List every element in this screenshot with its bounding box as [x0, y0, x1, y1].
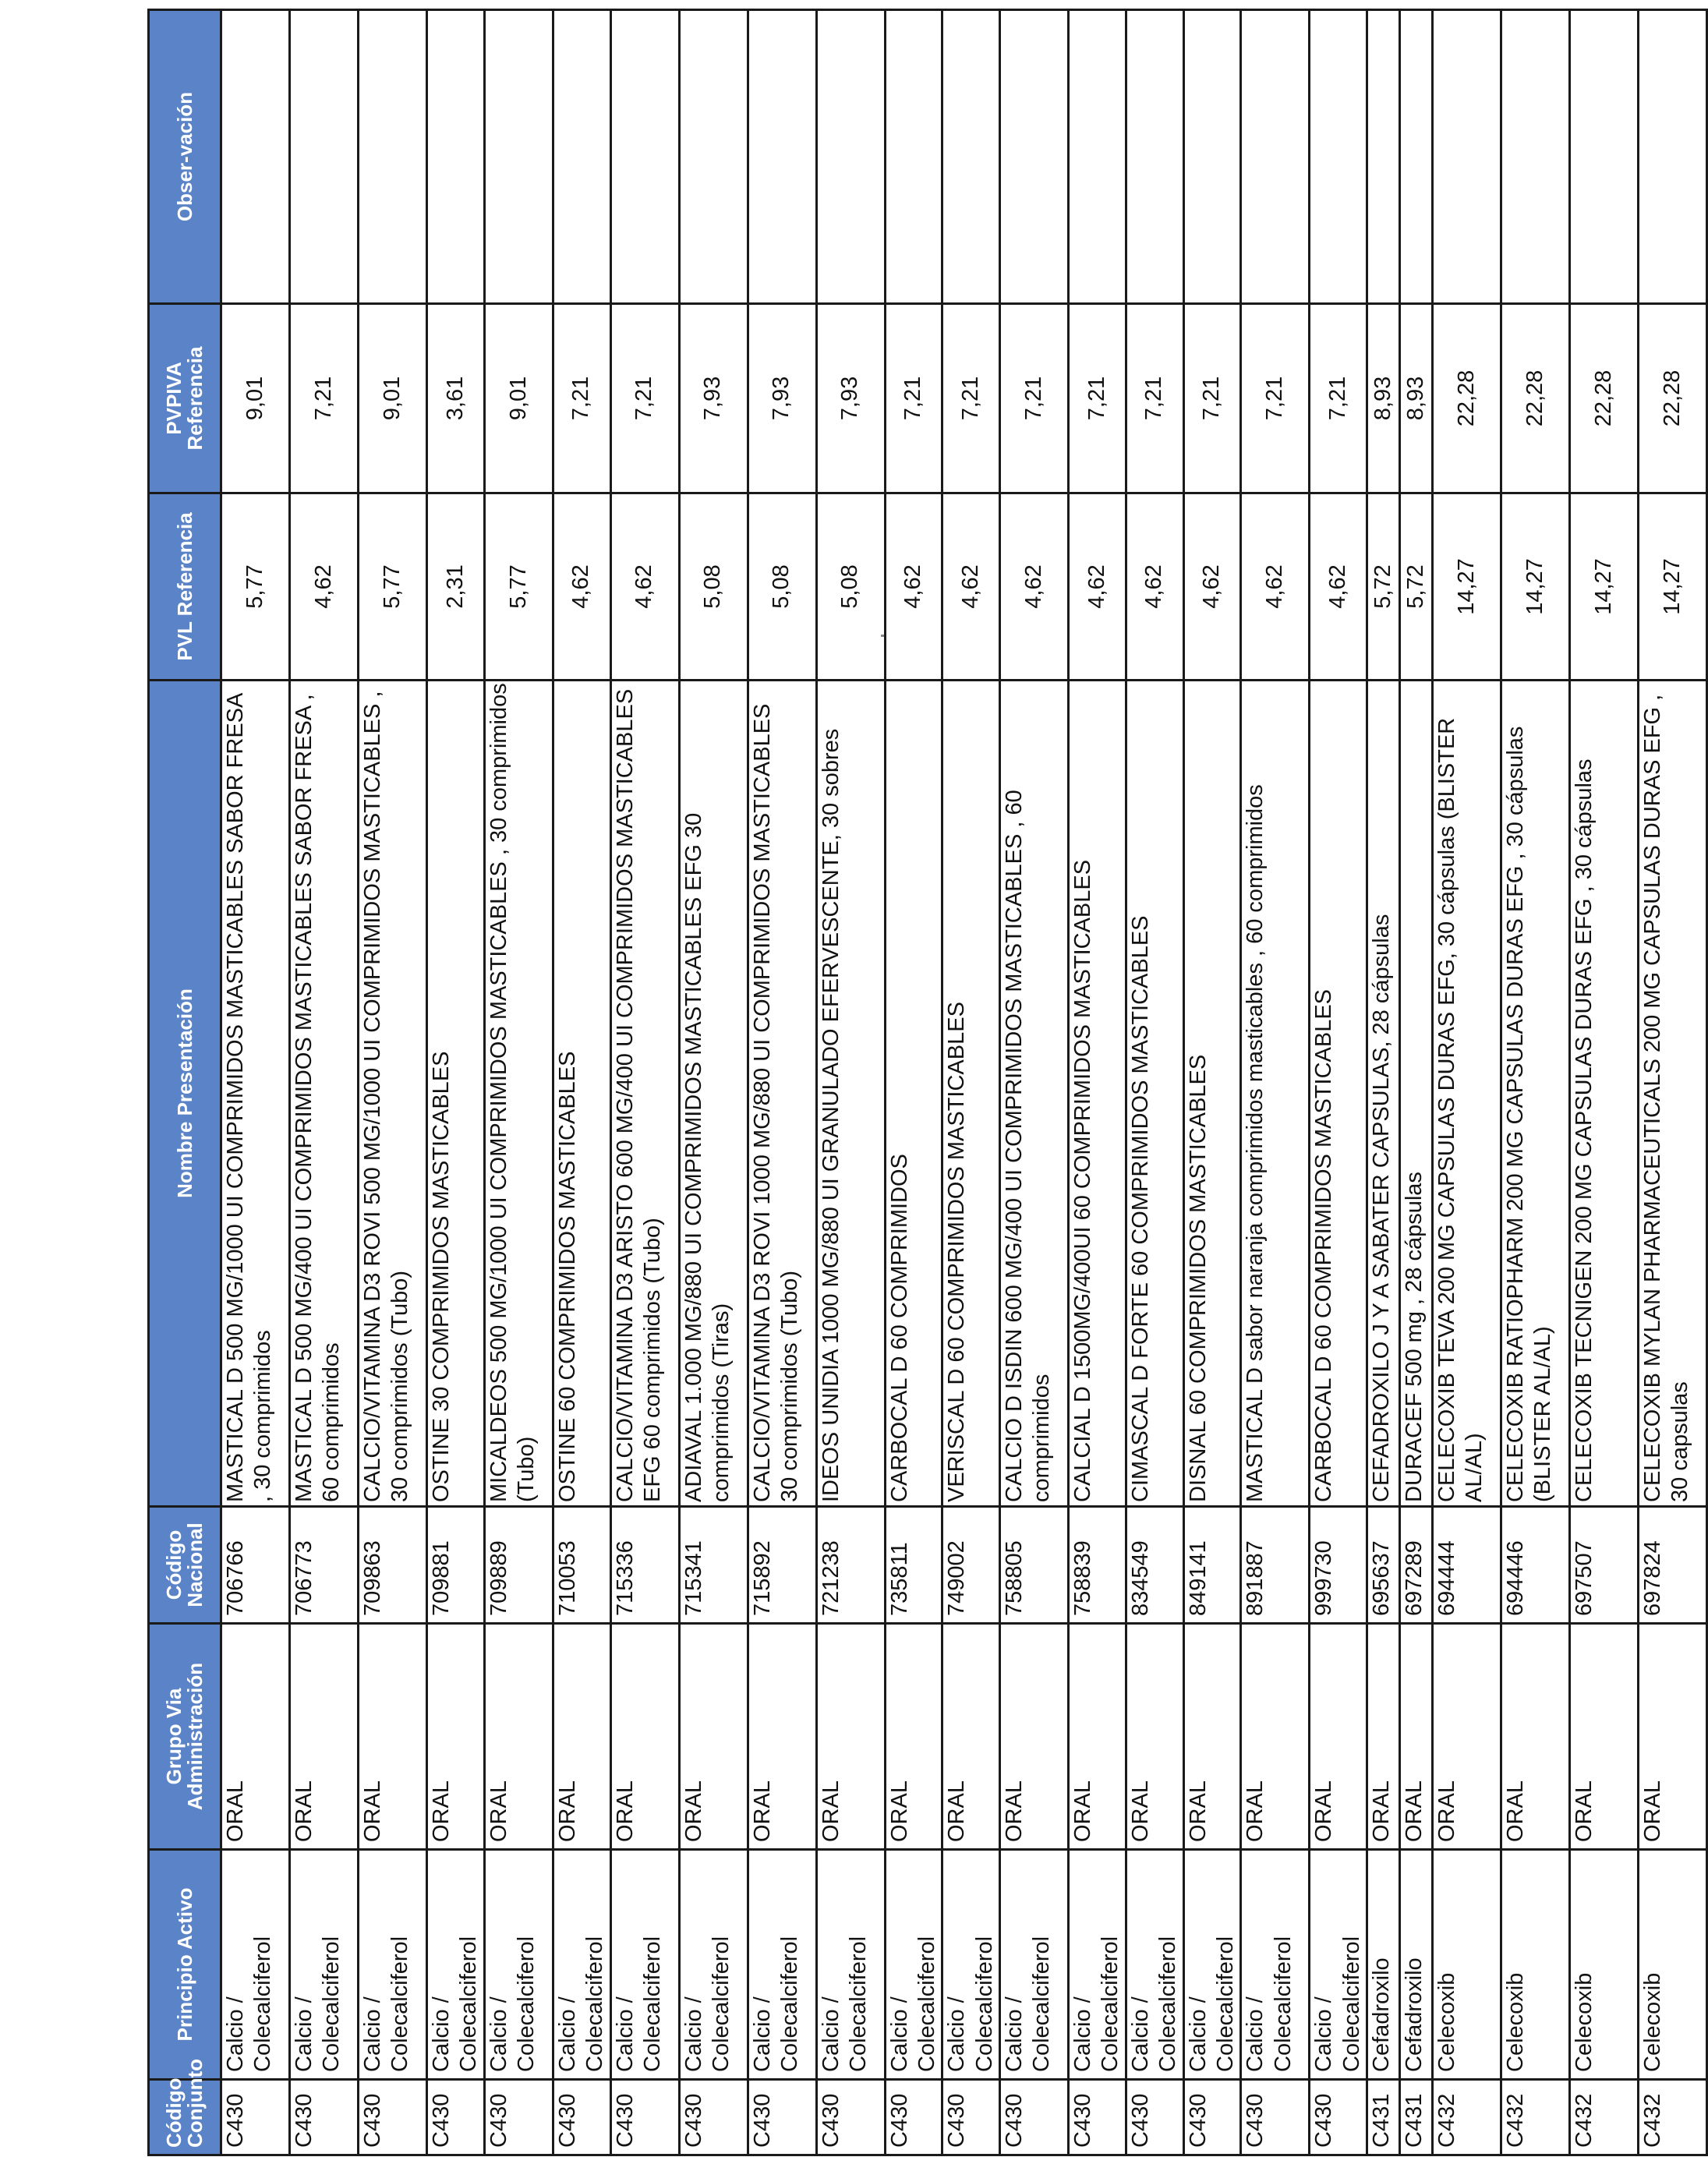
cell-nombre-presentacion: MASTICAL D 500 MG/1000 UI COMPRIMIDOS MASTICABLES SABOR FRESA , 30 comprimidos: [221, 681, 290, 1507]
header-grupo-via: Grupo Via Administración: [149, 1624, 221, 1850]
cell-codigo-conjunto: C432: [1570, 2080, 1639, 2155]
cell-pvpiva: 9,01: [221, 304, 290, 493]
header-codigo-conjunto: Código Conjunto: [149, 2080, 221, 2155]
cell-nombre-presentacion: OSTINE 30 COMPRIMIDOS MASTICABLES: [427, 681, 485, 1507]
table-body: [221, 10, 1707, 2155]
cell-observacion: [484, 10, 553, 304]
cell-observacion: [816, 10, 885, 304]
header-observacion: Obser-vación: [149, 10, 221, 304]
cell-pvpiva: 22,28: [1639, 304, 1707, 493]
cell-nombre-presentacion: CEFADROXILO J Y A SABATER CAPSULAS, 28 cápsulas: [1367, 681, 1400, 1507]
cell-nombre-presentacion: CIMASCAL D FORTE 60 COMPRIMIDOS MASTICABLES: [1126, 681, 1183, 1507]
cell-codigo-nacional: 709863: [359, 1507, 427, 1624]
cell-grupo-via: ORAL: [1433, 1624, 1501, 1850]
cell-nombre-presentacion: IDEOS UNIDIA 1000 MG/880 UI GRANULADO EFERVESCENTE, 30 sobres: [816, 681, 885, 1507]
cell-grupo-via: ORAL: [1183, 1624, 1241, 1850]
cell-pvpiva: 7,21: [290, 304, 359, 493]
cell-pvl: 4,62: [1183, 493, 1241, 681]
cell-pvl: 14,27: [1639, 493, 1707, 681]
cell-codigo-nacional: 735811: [885, 1507, 942, 1624]
cell-pvl: 5,08: [816, 493, 885, 681]
cell-codigo-nacional: 694446: [1501, 1507, 1570, 1624]
cell-principio-activo: Calcio / Colecalciferol: [748, 1850, 816, 2080]
cell-nombre-presentacion: CELECOXIB RATIOPHARM 200 MG CAPSULAS DURAS EFG , 30 cápsulas (BLISTER AL/AL): [1501, 681, 1570, 1507]
price-table: [147, 9, 1708, 2156]
cell-pvpiva: 7,21: [1000, 304, 1069, 493]
cell-observacion: [427, 10, 485, 304]
cell-pvl: 14,27: [1501, 493, 1570, 681]
cell-observacion: [1639, 10, 1707, 304]
cell-pvl: 4,62: [885, 493, 942, 681]
cell-grupo-via: ORAL: [1367, 1624, 1400, 1850]
table-row: [553, 10, 610, 2155]
table-row: [885, 10, 942, 2155]
cell-nombre-presentacion: CARBOCAL D 60 COMPRIMIDOS MASTICABLES: [1310, 681, 1367, 1507]
cell-principio-activo: Celecoxib: [1639, 1850, 1707, 2080]
cell-pvpiva: 7,93: [679, 304, 748, 493]
cell-codigo-nacional: 721238: [816, 1507, 885, 1624]
cell-pvpiva: 9,01: [359, 304, 427, 493]
cell-nombre-presentacion: CELECOXIB TEVA 200 MG CAPSULAS DURAS EFG, 30 cápsulas (BLISTER AL/AL): [1433, 681, 1501, 1507]
cell-observacion: [885, 10, 942, 304]
cell-codigo-nacional: 849141: [1183, 1507, 1241, 1624]
cell-codigo-nacional: 749002: [942, 1507, 1000, 1624]
cell-observacion: [610, 10, 679, 304]
table-row: [290, 10, 359, 2155]
cell-codigo-nacional: 709889: [484, 1507, 553, 1624]
cell-codigo-nacional: 697824: [1639, 1507, 1707, 1624]
cell-pvl: 5,08: [679, 493, 748, 681]
cell-pvpiva: 22,28: [1501, 304, 1570, 493]
cell-observacion: [553, 10, 610, 304]
cell-grupo-via: ORAL: [1126, 1624, 1183, 1850]
cell-principio-activo: Cefadroxilo: [1367, 1850, 1400, 2080]
cell-pvl: 5,72: [1400, 493, 1433, 681]
cell-principio-activo: Calcio / Colecalciferol: [1310, 1850, 1367, 2080]
cell-pvl: 4,62: [290, 493, 359, 681]
table-row: [1501, 10, 1570, 2155]
table-row: [1000, 10, 1069, 2155]
cell-codigo-conjunto: C430: [679, 2080, 748, 2155]
cell-observacion: [942, 10, 1000, 304]
cell-codigo-conjunto: C430: [553, 2080, 610, 2155]
cell-nombre-presentacion: CALCIO/VITAMINA D3 ARISTO 600 MG/400 UI COMPRIMIDOS MASTICABLES EFG 60 comprimidos (Tubo): [610, 681, 679, 1507]
cell-nombre-presentacion: CALCIAL D 1500MG/400UI 60 COMPRIMIDOS MASTICABLES: [1069, 681, 1126, 1507]
cell-pvl: 5,77: [359, 493, 427, 681]
table-row: [1367, 10, 1400, 2155]
cell-pvl: 4,62: [1069, 493, 1126, 681]
cell-pvl: 4,62: [942, 493, 1000, 681]
table-row: [1126, 10, 1183, 2155]
cell-nombre-presentacion: CARBOCAL D 60 COMPRIMIDOS: [885, 681, 942, 1507]
cell-codigo-conjunto: C431: [1400, 2080, 1433, 2155]
cell-principio-activo: Calcio / Colecalciferol: [1183, 1850, 1241, 2080]
cell-observacion: [290, 10, 359, 304]
cell-pvpiva: 7,21: [942, 304, 1000, 493]
cell-codigo-conjunto: C430: [1126, 2080, 1183, 2155]
cell-nombre-presentacion: OSTINE 60 COMPRIMIDOS MASTICABLES: [553, 681, 610, 1507]
cell-grupo-via: ORAL: [1241, 1624, 1310, 1850]
cell-principio-activo: Calcio / Colecalciferol: [1241, 1850, 1310, 2080]
cell-codigo-nacional: 706773: [290, 1507, 359, 1624]
cell-pvl: 2,31: [427, 493, 485, 681]
cell-codigo-conjunto: C432: [1501, 2080, 1570, 2155]
cell-codigo-conjunto: C430: [610, 2080, 679, 2155]
cell-codigo-conjunto: C431: [1367, 2080, 1400, 2155]
table-row: [748, 10, 816, 2155]
cell-principio-activo: Calcio / Colecalciferol: [816, 1850, 885, 2080]
cell-codigo-conjunto: C432: [1639, 2080, 1707, 2155]
cell-observacion: [679, 10, 748, 304]
cell-codigo-conjunto: C430: [942, 2080, 1000, 2155]
cell-observacion: [1126, 10, 1183, 304]
cell-codigo-conjunto: C430: [1241, 2080, 1310, 2155]
cell-codigo-conjunto: C430: [885, 2080, 942, 2155]
cell-nombre-presentacion: DISNAL 60 COMPRIMIDOS MASTICABLES: [1183, 681, 1241, 1507]
header-principio-activo: Principio Activo: [149, 1850, 221, 2080]
cell-grupo-via: ORAL: [1310, 1624, 1367, 1850]
cell-principio-activo: Calcio / Colecalciferol: [359, 1850, 427, 2080]
cell-pvpiva: 7,93: [816, 304, 885, 493]
cell-pvpiva: 7,21: [553, 304, 610, 493]
table-row: [1241, 10, 1310, 2155]
cell-principio-activo: Calcio / Colecalciferol: [427, 1850, 485, 2080]
cell-codigo-conjunto: C430: [221, 2080, 290, 2155]
cell-codigo-nacional: 758805: [1000, 1507, 1069, 1624]
cell-codigo-conjunto: C430: [1000, 2080, 1069, 2155]
cell-principio-activo: Calcio / Colecalciferol: [484, 1850, 553, 2080]
cell-principio-activo: Cefadroxilo: [1400, 1850, 1433, 2080]
cell-grupo-via: ORAL: [427, 1624, 485, 1850]
cell-nombre-presentacion: CALCIO/VITAMINA D3 ROVI 1000 MG/880 UI COMPRIMIDOS MASTICABLES 30 comprimidos (Tubo): [748, 681, 816, 1507]
cell-grupo-via: ORAL: [1400, 1624, 1433, 1850]
cell-codigo-nacional: 694444: [1433, 1507, 1501, 1624]
table-row: [942, 10, 1000, 2155]
cell-pvpiva: 7,21: [1069, 304, 1126, 493]
cell-nombre-presentacion: VERISCAL D 60 COMPRIMIDOS MASTICABLES: [942, 681, 1000, 1507]
cell-pvl: 5,77: [484, 493, 553, 681]
cell-codigo-conjunto: C430: [1183, 2080, 1241, 2155]
cell-principio-activo: Celecoxib: [1570, 1850, 1639, 2080]
cell-grupo-via: ORAL: [885, 1624, 942, 1850]
cell-pvpiva: 22,28: [1433, 304, 1501, 493]
cell-observacion: [1400, 10, 1433, 304]
cell-pvpiva: 7,21: [1241, 304, 1310, 493]
cell-pvl: 14,27: [1570, 493, 1639, 681]
cell-grupo-via: ORAL: [221, 1624, 290, 1850]
cell-codigo-nacional: 697289: [1400, 1507, 1433, 1624]
cell-observacion: [1310, 10, 1367, 304]
cell-grupo-via: ORAL: [679, 1624, 748, 1850]
table-row: [1310, 10, 1367, 2155]
cell-codigo-conjunto: C432: [1433, 2080, 1501, 2155]
cell-pvpiva: 7,93: [748, 304, 816, 493]
cell-nombre-presentacion: CELECOXIB MYLAN PHARMACEUTICALS 200 MG CAPSULAS DURAS EFG , 30 capsulas: [1639, 681, 1707, 1507]
cell-grupo-via: ORAL: [359, 1624, 427, 1850]
cell-pvpiva: 7,21: [885, 304, 942, 493]
cell-pvl: 5,08: [748, 493, 816, 681]
table-row: [1183, 10, 1241, 2155]
table-row: [359, 10, 427, 2155]
cell-grupo-via: ORAL: [1501, 1624, 1570, 1850]
cell-grupo-via: ORAL: [1000, 1624, 1069, 1850]
cell-codigo-conjunto: C430: [359, 2080, 427, 2155]
header-nombre-presentacion: Nombre Presentación: [149, 681, 221, 1507]
cell-pvpiva: 8,93: [1400, 304, 1433, 493]
cell-observacion: [1241, 10, 1310, 304]
cell-principio-activo: Calcio / Colecalciferol: [885, 1850, 942, 2080]
cell-nombre-presentacion: MICALDEOS 500 MG/1000 UI COMPRIMIDOS MASTICABLES , 30 comprimidos (Tubo): [484, 681, 553, 1507]
cell-pvl: 4,62: [1310, 493, 1367, 681]
cell-observacion: [1000, 10, 1069, 304]
cell-principio-activo: Calcio / Colecalciferol: [221, 1850, 290, 2080]
cell-principio-activo: Calcio / Colecalciferol: [1069, 1850, 1126, 2080]
cell-principio-activo: Celecoxib: [1433, 1850, 1501, 2080]
table-row: [1639, 10, 1707, 2155]
cell-codigo-nacional: 758839: [1069, 1507, 1126, 1624]
table-row: [1570, 10, 1639, 2155]
cell-pvpiva: 3,61: [427, 304, 485, 493]
cell-pvl: 4,62: [1126, 493, 1183, 681]
cell-observacion: [221, 10, 290, 304]
cell-pvpiva: 7,21: [1126, 304, 1183, 493]
cell-principio-activo: Calcio / Colecalciferol: [553, 1850, 610, 2080]
cell-observacion: [1069, 10, 1126, 304]
cell-codigo-nacional: 715341: [679, 1507, 748, 1624]
cell-observacion: [1501, 10, 1570, 304]
cell-pvl: 4,62: [553, 493, 610, 681]
cell-pvpiva: 8,93: [1367, 304, 1400, 493]
table-row: [610, 10, 679, 2155]
cell-codigo-nacional: 710053: [553, 1507, 610, 1624]
cell-principio-activo: Calcio / Colecalciferol: [679, 1850, 748, 2080]
cell-pvl: 5,72: [1367, 493, 1400, 681]
cell-codigo-conjunto: C430: [748, 2080, 816, 2155]
header-codigo-nacional: Código Nacional: [149, 1507, 221, 1624]
cell-nombre-presentacion: CALCIO/VITAMINA D3 ROVI 500 MG/1000 UI COMPRIMIDOS MASTICABLES , 30 comprimidos (Tubo): [359, 681, 427, 1507]
cell-principio-activo: Calcio / Colecalciferol: [942, 1850, 1000, 2080]
cell-principio-activo: Calcio / Colecalciferol: [610, 1850, 679, 2080]
cell-codigo-conjunto: C430: [427, 2080, 485, 2155]
cell-pvpiva: 22,28: [1570, 304, 1639, 493]
cell-codigo-nacional: 695637: [1367, 1507, 1400, 1624]
table-row: [1069, 10, 1126, 2155]
cell-grupo-via: ORAL: [553, 1624, 610, 1850]
cell-codigo-conjunto: C430: [1069, 2080, 1126, 2155]
cell-principio-activo: Celecoxib: [1501, 1850, 1570, 2080]
cell-pvpiva: 7,21: [1183, 304, 1241, 493]
cell-pvl: 14,27: [1433, 493, 1501, 681]
cell-grupo-via: ORAL: [484, 1624, 553, 1850]
cell-grupo-via: ORAL: [610, 1624, 679, 1850]
cell-codigo-nacional: 715336: [610, 1507, 679, 1624]
cell-observacion: [748, 10, 816, 304]
cell-observacion: [359, 10, 427, 304]
table-row: [484, 10, 553, 2155]
cell-codigo-nacional: 999730: [1310, 1507, 1367, 1624]
cell-codigo-conjunto: C430: [290, 2080, 359, 2155]
cell-codigo-nacional: 697507: [1570, 1507, 1639, 1624]
cell-grupo-via: ORAL: [1069, 1624, 1126, 1850]
cell-grupo-via: ORAL: [816, 1624, 885, 1850]
table-row: [1400, 10, 1433, 2155]
header-pvpiva-referencia: PVPIVA Referencia: [149, 304, 221, 493]
cell-pvpiva: 9,01: [484, 304, 553, 493]
cell-principio-activo: Calcio / Colecalciferol: [1126, 1850, 1183, 2080]
cell-pvpiva: 7,21: [1310, 304, 1367, 493]
cell-principio-activo: Calcio / Colecalciferol: [1000, 1850, 1069, 2080]
table-row: [679, 10, 748, 2155]
cell-codigo-nacional: 709881: [427, 1507, 485, 1624]
cell-observacion: [1367, 10, 1400, 304]
cell-observacion: [1183, 10, 1241, 304]
cell-codigo-nacional: 834549: [1126, 1507, 1183, 1624]
cell-observacion: [1570, 10, 1639, 304]
cell-pvl: 4,62: [610, 493, 679, 681]
table-row: [1433, 10, 1501, 2155]
cell-pvl: 4,62: [1241, 493, 1310, 681]
cell-pvl: 5,77: [221, 493, 290, 681]
cell-observacion: [1433, 10, 1501, 304]
cell-grupo-via: ORAL: [748, 1624, 816, 1850]
header-pvl-referencia: PVL Referencia: [149, 493, 221, 681]
cell-codigo-conjunto: C430: [816, 2080, 885, 2155]
cell-codigo-nacional: 891887: [1241, 1507, 1310, 1624]
cell-nombre-presentacion: ADIAVAL 1.000 MG/880 UI COMPRIMIDOS MASTICABLES EFG 30 comprimidos (Tiras): [679, 681, 748, 1507]
table-row: [816, 10, 885, 2155]
table-row: [427, 10, 485, 2155]
cell-codigo-conjunto: C430: [484, 2080, 553, 2155]
cell-nombre-presentacion: MASTICAL D sabor naranja comprimidos masticables , 60 comprimidos: [1241, 681, 1310, 1507]
cell-grupo-via: ORAL: [942, 1624, 1000, 1850]
table-rotated-wrapper: [147, 11, 1693, 2156]
cell-codigo-nacional: 715892: [748, 1507, 816, 1624]
cell-nombre-presentacion: MASTICAL D 500 MG/400 UI COMPRIMIDOS MASTICABLES SABOR FRESA , 60 comprimidos: [290, 681, 359, 1507]
header-row: [149, 10, 221, 2155]
cell-nombre-presentacion: CALCIO D ISDIN 600 MG/400 UI COMPRIMIDOS MASTICABLES , 60 comprimidos: [1000, 681, 1069, 1507]
cell-pvpiva: 7,21: [610, 304, 679, 493]
cell-grupo-via: ORAL: [290, 1624, 359, 1850]
cell-pvl: 4,62: [1000, 493, 1069, 681]
cell-principio-activo: Calcio / Colecalciferol: [290, 1850, 359, 2080]
cell-codigo-conjunto: C430: [1310, 2080, 1367, 2155]
cell-nombre-presentacion: CELECOXIB TECNIGEN 200 MG CAPSULAS DURAS EFG , 30 cápsulas: [1570, 681, 1639, 1507]
cell-codigo-nacional: 706766: [221, 1507, 290, 1624]
cell-grupo-via: ORAL: [1639, 1624, 1707, 1850]
cell-nombre-presentacion: DURACEF 500 mg , 28 cápsulas: [1400, 681, 1433, 1507]
table-row: [221, 10, 290, 2155]
cell-grupo-via: ORAL: [1570, 1624, 1639, 1850]
